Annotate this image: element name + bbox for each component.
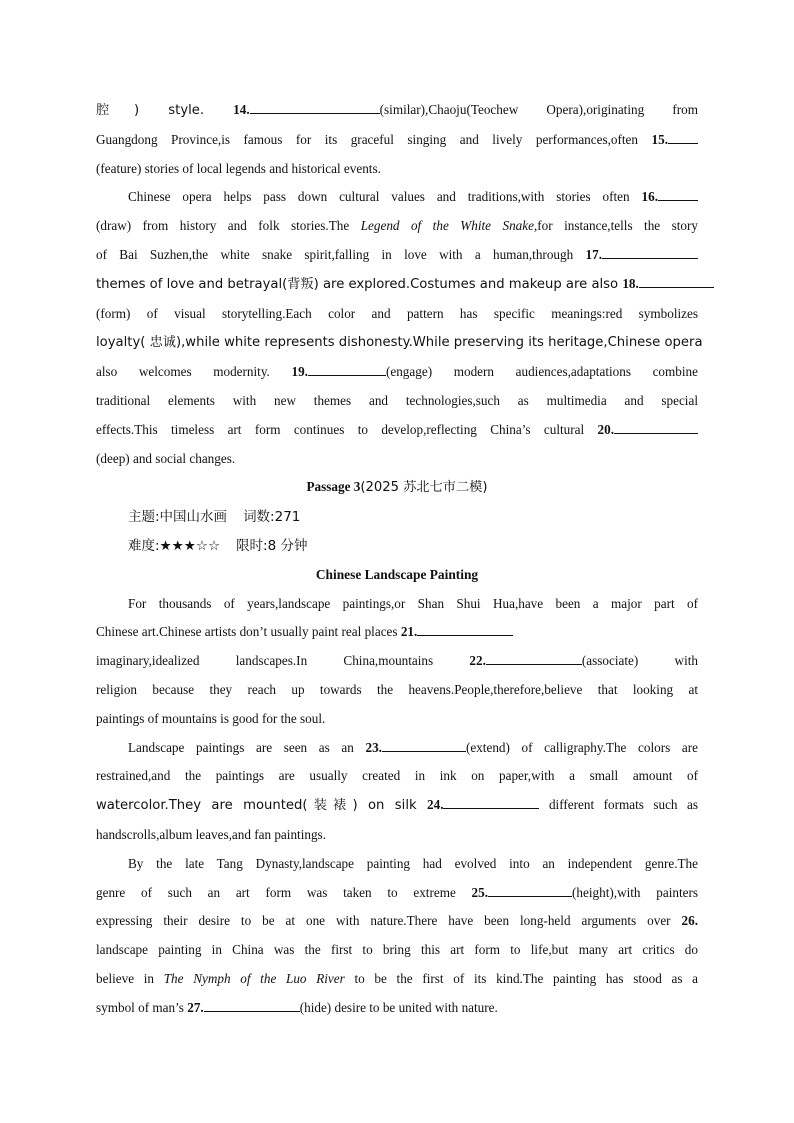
passage-title: Chinese Landscape Painting <box>315 566 479 582</box>
passage-heading <box>96 473 698 503</box>
answer-blank[interactable] <box>382 737 466 752</box>
passage-3-text <box>96 590 698 1023</box>
text-line <box>96 183 698 212</box>
line-text: (extend) of calligraphy.The colors are <box>465 739 698 755</box>
line-text: (feature) stories of local legends and historical events. <box>96 160 381 176</box>
blank-number: 15. <box>651 131 668 147</box>
line-text: watercolor.They are mounted(装裱) on silk <box>96 798 427 814</box>
blank-number: 21. <box>400 624 418 640</box>
line-text: also welcomes modernity. <box>96 364 292 380</box>
line-text: themes of love and betrayal(背叛) are explored.Costumes and makeup are also <box>96 276 623 292</box>
text-line <box>96 647 698 676</box>
line-text: restrained,and the paintings are usually created in ink on paper,with a small amount of <box>96 768 698 784</box>
text-line <box>96 300 698 329</box>
line-text: 腔) style. <box>96 103 234 118</box>
time-limit-label: 限时:8 分钟 <box>236 537 308 554</box>
line-text: believe in <box>96 970 164 986</box>
document-page <box>96 96 703 1023</box>
blank-number: 23. <box>365 739 382 755</box>
line-text: (deep) and social changes. <box>96 450 236 466</box>
blank-number: 16. <box>641 189 658 205</box>
blank-number: 27. <box>187 999 204 1015</box>
line-text: Landscape paintings are seen as an <box>128 739 366 755</box>
text-line <box>96 850 698 879</box>
passage-source: (2025 苏北七市二模) <box>360 480 488 496</box>
line-text: handscrolls,album leaves,and fan paintings. <box>96 826 326 842</box>
blank-number: 14. <box>233 102 250 117</box>
line-text: landscape painting in China was the first to bring this art form to life,but many art critics do <box>96 942 698 958</box>
text-line <box>96 994 698 1023</box>
answer-blank[interactable] <box>658 186 698 201</box>
line-text: different formats such as <box>539 797 698 813</box>
blank-number: 24. <box>427 797 444 813</box>
text-line <box>96 270 698 300</box>
answer-blank[interactable] <box>250 99 380 114</box>
topic-label: 主题:中国山水画 <box>128 509 228 526</box>
answer-blank[interactable] <box>417 621 513 636</box>
line-text: genre of such an art form was taken to extreme <box>96 884 472 900</box>
blank-number: 17. <box>585 246 602 262</box>
text-line <box>96 96 698 126</box>
difficulty-label: 难度:★★★☆☆ <box>128 537 221 554</box>
line-text: For thousands of years,landscape paintings,or Shan Shui Hua,have been a major part of <box>128 595 698 611</box>
passage-2-text <box>96 96 703 473</box>
text-line <box>96 734 698 763</box>
line-text: expressing their desire to be at one with nature.There have been long-held arguments over <box>96 913 682 929</box>
line-text: ,for instance,tells the story <box>533 218 698 234</box>
text-line <box>96 126 698 155</box>
answer-blank[interactable] <box>488 882 572 897</box>
blank-number: 19. <box>291 364 308 380</box>
blank-number: 25. <box>471 884 489 900</box>
passage-meta-difficulty <box>96 532 698 561</box>
text-line <box>96 791 698 821</box>
answer-blank[interactable] <box>443 794 539 809</box>
line-text: symbol of man’s <box>96 999 188 1015</box>
line-text: religion because they reach up towards the heavens.People,therefore,believe that looking at <box>96 681 698 697</box>
answer-blank[interactable] <box>614 419 698 434</box>
work-title: The Nymph of the Luo River <box>163 970 345 986</box>
text-line <box>96 907 698 936</box>
line-text: of Bai Suzhen,the white snake spirit,falling in love with a human,through <box>96 246 586 262</box>
line-text: (associate) with <box>581 653 698 669</box>
line-text: (height),with painters <box>572 884 698 900</box>
text-line <box>96 445 698 474</box>
line-text: traditional elements with new themes and technologies,such as multimedia and special <box>96 392 698 408</box>
answer-blank[interactable] <box>204 997 300 1012</box>
answer-blank[interactable] <box>486 650 582 665</box>
text-line <box>96 155 698 184</box>
text-line <box>96 965 698 994</box>
text-line <box>96 241 698 270</box>
text-line <box>96 936 698 965</box>
answer-blank[interactable] <box>639 273 714 288</box>
line-text: Guangdong Province,is famous for its graceful singing and lively performances,often <box>96 131 652 147</box>
blank-number: 26. <box>681 913 698 929</box>
line-text: to be the first of its kind.The painting has stood as a <box>344 970 698 986</box>
line-text: Chinese opera helps pass down cultural values and traditions,with stories often <box>128 189 642 205</box>
line-text: effects.This timeless art form continues to develop,reflecting China’s cultural <box>96 421 598 437</box>
line-text: (draw) from history and folk stories.The <box>96 218 361 234</box>
passage-number: Passage 3 <box>306 479 361 495</box>
text-line <box>96 618 698 647</box>
text-line <box>96 676 698 705</box>
line-text: (engage) modern audiences,adaptations combine <box>385 364 698 380</box>
text-line <box>96 416 698 445</box>
line-text: loyalty( 忠诚),while white represents dishonesty.While preserving its heritage,Chinese opera <box>96 335 703 351</box>
blank-number: 18. <box>622 275 639 291</box>
line-text: paintings of mountains is good for the soul. <box>96 710 326 726</box>
line-text: (hide) desire to be united with nature. <box>299 999 498 1015</box>
text-line <box>96 762 698 791</box>
line-text: imaginary,idealized landscapes.In China,mountains <box>96 653 470 669</box>
blank-number: 22. <box>469 653 486 669</box>
text-line <box>96 821 698 850</box>
text-line <box>96 387 698 416</box>
text-line <box>96 879 698 908</box>
line-text: Chinese art.Chinese artists don’t usually paint real places <box>96 624 401 640</box>
text-line <box>96 212 698 241</box>
work-title: Legend of the White Snake <box>360 218 534 234</box>
answer-blank[interactable] <box>668 129 698 144</box>
text-line <box>96 328 703 358</box>
text-line <box>96 590 698 619</box>
text-line <box>96 358 698 387</box>
text-line <box>96 705 698 734</box>
word-count-label: 词数:271 <box>243 509 301 526</box>
passage-meta-topic <box>96 503 698 532</box>
line-text: By the late Tang Dynasty,landscape painting had evolved into an independent genre.The <box>128 855 698 871</box>
answer-blank[interactable] <box>602 244 698 259</box>
line-text: (form) of visual storytelling.Each color and pattern has specific meanings:red symbolizes <box>96 305 698 321</box>
line-text: (similar),Chaoju(Teochew Opera),originating from <box>379 102 698 117</box>
blank-number: 20. <box>597 421 614 437</box>
answer-blank[interactable] <box>308 361 386 376</box>
